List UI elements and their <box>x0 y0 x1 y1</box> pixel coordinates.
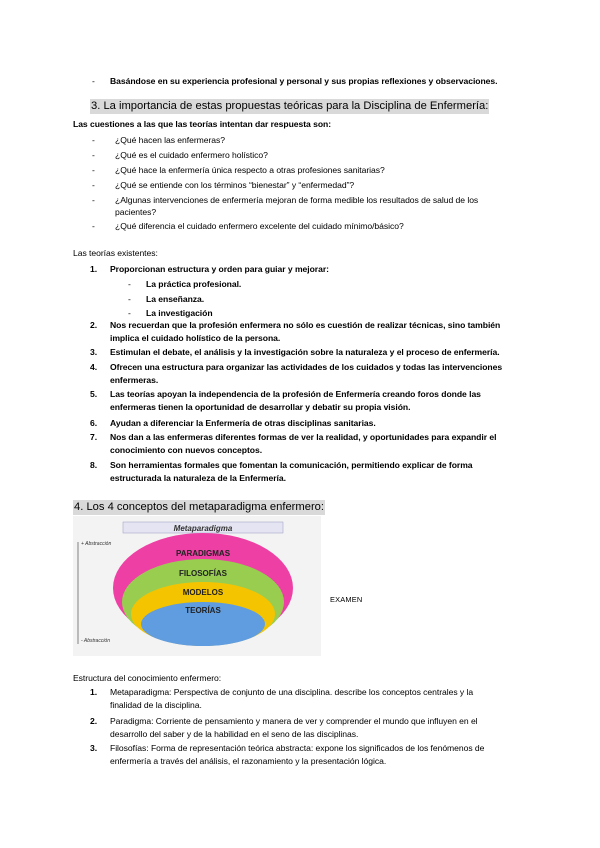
dash-bullet: - <box>92 150 95 160</box>
theory-item-4: Ofrecen una estructura para organizar las actividades de los cuidados y todas las intervenciones <box>110 362 503 372</box>
dash-bullet: - <box>92 180 95 190</box>
paradigmas-label: PARADIGMAS <box>175 549 231 558</box>
list-number: 1. <box>90 264 98 274</box>
list-number: 6. <box>90 418 98 428</box>
section-3-intro: Las cuestiones a las que las teorías intentan dar respuesta son: <box>73 119 332 129</box>
theory-item-6: Ayudan a diferenciar la Enfermería de otras disciplinas sanitarias. <box>110 418 376 428</box>
theory-item-7-cont: conocimiento con nuevos conceptos. <box>110 445 263 455</box>
theory-item-1: Proporcionan estructura y orden para guiar y mejorar: <box>110 264 329 274</box>
theory-item-7: Nos dan a las enfermeras diferentes formas de ver la realidad, y oportunidades para expandir el <box>110 432 497 442</box>
list-number: 5. <box>90 389 98 399</box>
structure-intro: Estructura del conocimiento enfermero: <box>73 673 222 683</box>
theory-item-2: Nos recuerdan que la profesión enfermera no sólo es cuestión de realizar técnicas, sino también <box>110 320 501 330</box>
axis-bottom-label: - Abstracción <box>81 638 110 644</box>
question-item: ¿Qué diferencia el cuidado enfermero excelente del cuidado mínimo/básico? <box>115 221 404 231</box>
section-4-heading: 4. Los 4 conceptos del metaparadigma enfermero: <box>74 501 324 513</box>
dash-bullet: - <box>92 165 95 175</box>
question-item: ¿Qué hacen las enfermeras? <box>115 135 225 145</box>
dash-bullet: - <box>92 76 95 86</box>
theory-item-8: Son herramientas formales que fomentan la comunicación, permitiendo explicar de forma <box>110 460 473 470</box>
list-number: 8. <box>90 460 98 470</box>
list-number: 3. <box>90 743 98 753</box>
list-number: 7. <box>90 432 98 442</box>
theory-subitem: La práctica profesional. <box>146 279 242 289</box>
theory-item-5: Las teorías apoyan la independencia de la profesión de Enfermería creando foros donde las <box>110 389 481 399</box>
question-item: ¿Algunas intervenciones de enfermería mejoran de forma medible los resultados de salud de los <box>115 195 479 205</box>
dash-bullet: - <box>92 135 95 145</box>
dash-bullet: - <box>128 294 131 304</box>
theory-item-3: Estimulan el debate, el análisis y la investigación sobre la naturaleza y el proceso de enfermería. <box>110 347 500 357</box>
theory-item-4-cont: enfermeras. <box>110 375 159 385</box>
theory-item-8-cont: estructurada la naturaleza de la Enfermería. <box>110 473 286 483</box>
knowledge-item-2: Paradigma: Corriente de pensamiento y manera de ver y comprender el mundo que influyen en el <box>110 716 478 726</box>
list-number: 1. <box>90 687 98 697</box>
section-3-heading: 3. La importancia de estas propuestas teóricas para la Disciplina de Enfermería: <box>91 100 489 112</box>
list-number: 3. <box>90 347 98 357</box>
axis-top-label: + Abstracción <box>81 541 112 547</box>
list-number: 4. <box>90 362 98 372</box>
top-bullet-text: Basándose en su experiencia profesional y personal y sus propias reflexiones y observaciones. <box>110 76 498 86</box>
knowledge-item-3-cont: enfermería a través del análisis, el razonamiento y la presentación lógica. <box>110 756 387 766</box>
question-item: ¿Qué es el cuidado enfermero holístico? <box>115 150 268 160</box>
metaparadigma-title: Metaparadigma <box>173 524 233 533</box>
question-item: ¿Qué se entiende con los términos “bienestar” y “enfermedad”? <box>115 180 355 190</box>
knowledge-item-2-cont: desarrollo del saber y de la habilidad en el seno de las disciplinas. <box>110 729 359 739</box>
theories-intro: Las teorías existentes: <box>73 248 158 258</box>
modelos-label: MODELOS <box>182 588 224 597</box>
metaparadigm-diagram <box>73 516 321 656</box>
dash-bullet: - <box>92 221 95 231</box>
theory-item-5-cont: enfermeras tienen la oportunidad de desarrollar y debatir su propia visión. <box>110 402 411 412</box>
question-item: ¿Qué hace la enfermería única respecto a otras profesiones sanitarias? <box>115 165 385 175</box>
theory-subitem: La enseñanza. <box>146 294 205 304</box>
knowledge-item-3: Filosofías: Forma de representación teórica abstracta: expone los significados de los fenómenos de <box>110 743 485 753</box>
dash-bullet: - <box>128 279 131 289</box>
knowledge-item-1-cont: finalidad de la disciplina. <box>110 700 202 710</box>
list-number: 2. <box>90 716 98 726</box>
knowledge-item-1: Metaparadigma: Perspectiva de conjunto de una disciplina. describe los conceptos centrales y la <box>110 687 474 697</box>
theory-item-2-cont: implica el cuidado holístico de la persona. <box>110 333 281 343</box>
question-item-continuation: pacientes? <box>115 207 157 217</box>
examen-note: EXAMEN <box>330 595 363 604</box>
theory-subitem: La investigación <box>146 308 213 318</box>
list-number: 2. <box>90 320 98 330</box>
teorias-label: TEORÍAS <box>185 606 221 615</box>
dash-bullet: - <box>128 308 131 318</box>
dash-bullet: - <box>92 195 95 205</box>
filosofias-label: FILOSOFÍAS <box>179 569 227 578</box>
